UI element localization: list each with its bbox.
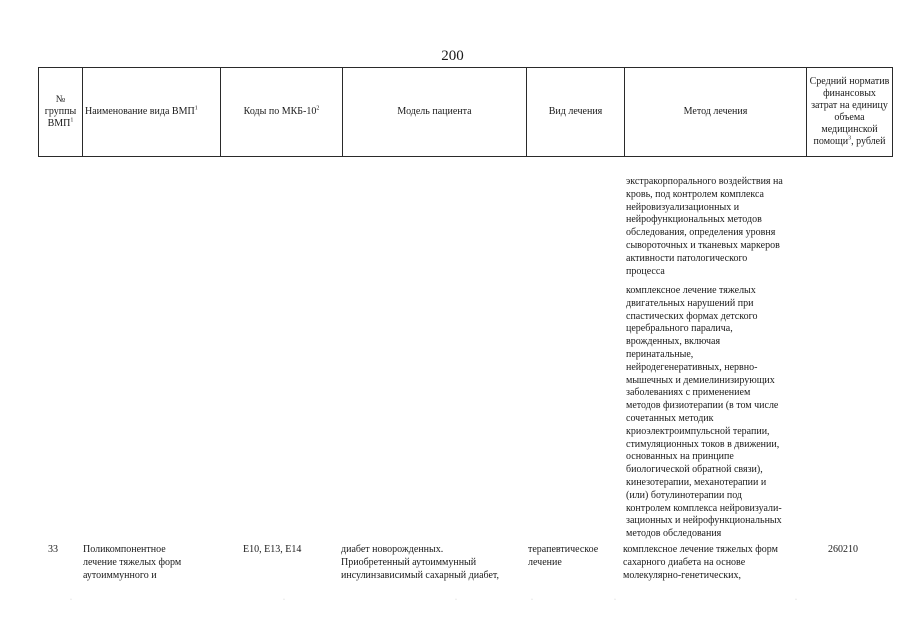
header-vmp-name: Наименование вида ВМП$^1$	[83, 68, 221, 157]
page-number: 200	[441, 48, 464, 64]
scan-dot: ·	[531, 597, 533, 603]
row-33-treatment-method: комплексное лечение тяжелых форм сахарного диабета на основе молекулярно-генетических,	[623, 544, 778, 581]
header-treatment-type: Вид лечения	[527, 68, 625, 157]
method-text-extracorporeal: экстракорпорального воздействия на кровь, под контролем комплекса нейровизуализационных и нейрофункциональных методов обследования, определения уровня сывороточных и тканевых маркеров активности патологического процесса	[626, 176, 783, 277]
row-33-icd-codes: E10, E13, E14	[243, 544, 302, 555]
table-header	[38, 67, 893, 157]
header-patient-model: Модель пациента	[343, 68, 527, 157]
row-33-cost: 260210	[828, 544, 858, 555]
header-icd-codes: Коды по МКБ-$10^2$	[221, 68, 343, 157]
row-33-group-no: 33	[48, 544, 58, 555]
scan-dot: ·	[795, 597, 797, 603]
scan-dot: ·	[614, 597, 616, 603]
header-group-no: № группы ВМП$^1$	[39, 68, 83, 157]
scan-dot: ·	[283, 597, 285, 603]
header-cost: Средний норматив финансовых затрат на единицу объема медицинской помощи$^3$, рублей	[807, 68, 893, 157]
scan-dot: ·	[70, 597, 72, 603]
row-33-vmp-name: Поликомпонентное лечение тяжелых форм аутоиммунного и	[83, 544, 182, 581]
method-text-motor-disorders: комплексное лечение тяжелых двигательных нарушений при спастических формах детского церебрального паралича, врожденных, включая перинатальные, нейродегенеративных, нервно- мышечных и демиелинизирующих заболеваниях с применением методов физиотерапии (в том числе сочетанных методик криоэлектроимпульсной терапии, стимуляционных токов в движении, основанных на принципе биологической обратной связи), кинезотерапии, механотерапии и (или) ботулинотерапии под контролем комплекса нейровизуали- зационных и нейрофункциональных методов обследования	[626, 285, 782, 540]
row-33-patient-model: диабет новорожденных. Приобретенный аутоиммунный инсулинзависимый сахарный диабет,	[341, 544, 500, 581]
header-treatment-method: Метод лечения	[625, 68, 807, 157]
scan-dot: ·	[455, 597, 457, 603]
row-33-treatment-type: терапевтическое лечение	[528, 544, 599, 568]
